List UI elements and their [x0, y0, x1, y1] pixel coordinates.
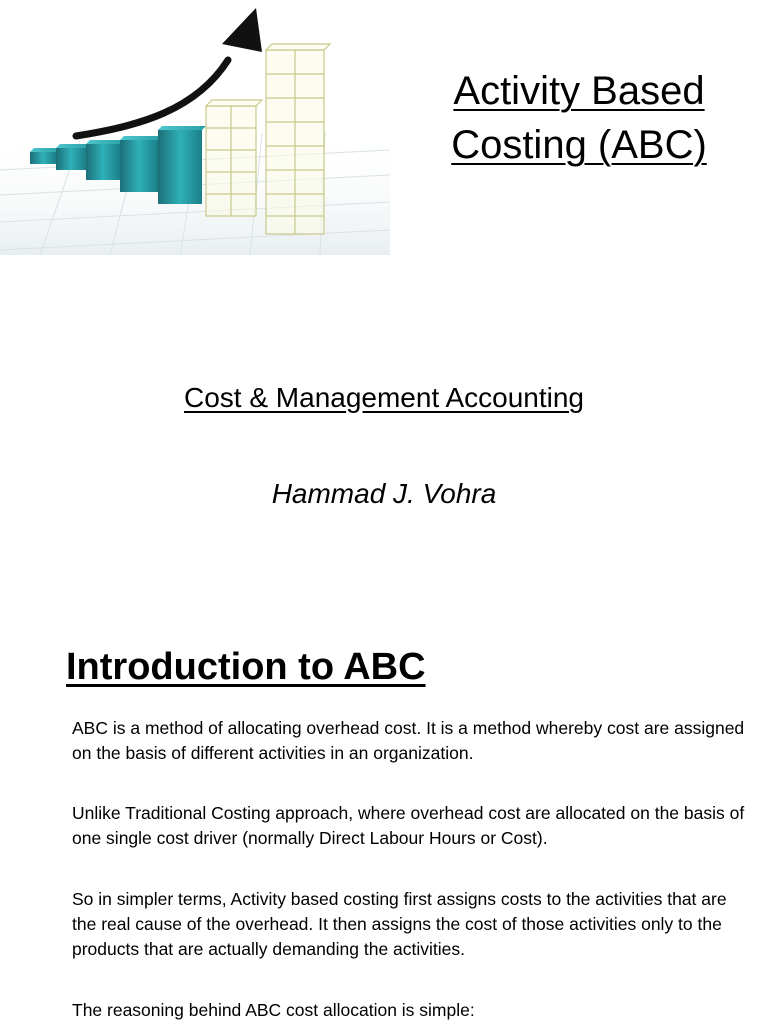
- wireframe-bar-1: [206, 100, 262, 216]
- title-line-1: Activity Based: [453, 69, 705, 113]
- wireframe-bar-2: [266, 44, 330, 234]
- section-heading: Introduction to ABC: [66, 646, 426, 688]
- paragraph-traditional: Unlike Traditional Costing approach, where overhead cost are allocated on the basis of one single cost driver (normally Direct Labour Hours or Cost).: [72, 803, 745, 848]
- course-subtitle: Cost & Management Accounting: [183, 382, 584, 413]
- growth-chart-illustration: [0, 0, 390, 255]
- paragraph-reasoning: The reasoning behind ABC cost allocation is simple:: [72, 1000, 475, 1020]
- author-name: Hammad J. Vohra: [271, 478, 497, 509]
- presentation-title: [400, 64, 758, 172]
- teal-bar-3: [86, 140, 124, 180]
- introduction-slide: [0, 610, 768, 1024]
- teal-bar-4: [120, 136, 162, 192]
- title-line-2: Costing (ABC): [451, 123, 707, 167]
- teal-bar-2: [56, 144, 90, 170]
- paragraph-definition: ABC is a method of allocating overhead cost. It is a method whereby cost are assigned on the basis of different activities in an organization.: [72, 718, 745, 763]
- teal-bar-1: [30, 148, 60, 164]
- teal-bar-5: [158, 126, 206, 204]
- wireframe-bars: [206, 44, 330, 234]
- paragraph-simpler-terms: So in simpler terms, Activity based costing first assigns costs to the activities that are the real cause of the overhead. It then assigns the cost of those activities only to the products that are actually demanding the activities.: [72, 889, 727, 959]
